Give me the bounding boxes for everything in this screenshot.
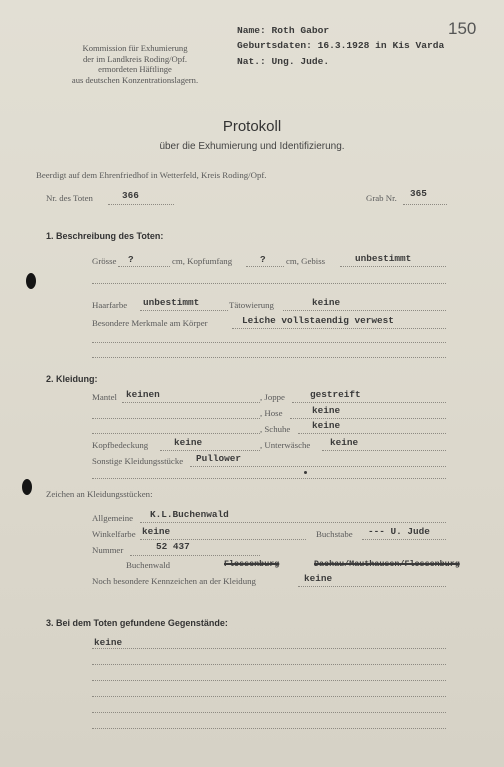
page-title: Protokoll [222, 118, 282, 135]
haarfarbe-value: unbestimmt [143, 297, 200, 308]
section-3-heading: 3. Bei dem Toten gefundene Gegenstände: [46, 618, 228, 628]
organization-line: aus deutschen Konzentrationslagern. [71, 74, 199, 85]
kopfumfang-value: ? [260, 254, 266, 265]
mantel-label: Mantel [92, 392, 117, 402]
buchstabe-label: Buchstabe [316, 529, 353, 539]
punch-hole [22, 479, 32, 495]
cm-gebiss-label: cm, Gebiss [286, 256, 326, 266]
section-2-heading: 2. Kleidung: [46, 374, 98, 384]
joppe-value: gestreift [310, 389, 361, 400]
groesse-value: ? [128, 254, 134, 265]
gegenstaende-value: keine [94, 637, 123, 648]
page-subtitle: über die Exhumierung und Identifizierung. [159, 141, 345, 152]
taetowierung-label: Tätowierung [229, 300, 274, 310]
hose-value: keine [312, 405, 341, 416]
nummer-value: 52 437 [156, 541, 190, 552]
burial-text: Beerdigt auf dem Ehrenfriedhof in Wetterfeld, Kreis Roding/Opf. [36, 170, 267, 180]
sonstige-value: Pullower [196, 453, 242, 464]
header-birth: Geburtsdaten: 16.3.1928 in Kis Varda [237, 40, 445, 51]
merkmale-label: Besondere Merkmale am Körper [92, 318, 208, 328]
organization-line: ermordeten Häftlinge [98, 64, 172, 74]
organization-block [40, 43, 230, 85]
buchstabe-value: --- U. Jude [368, 526, 430, 537]
header-name: Name: Roth Gabor [237, 25, 330, 36]
schuhe-label: , Schuhe [260, 424, 291, 434]
groesse-label: Grösse [92, 256, 117, 266]
dachau-struck: Dachau/Mauthausen/Flossenburg [314, 559, 460, 569]
organization-line: Kommission für Exhumierung [82, 43, 188, 53]
section-1-heading: 1. Beschreibung des Toten: [46, 231, 164, 241]
kopfbedeckung-value: keine [174, 437, 203, 448]
mantel-value: keinen [126, 389, 160, 400]
sonstige-label: Sonstige Kleidungsstücke [92, 456, 184, 466]
kennzeichen-value: keine [304, 573, 333, 584]
grab-label: Grab Nr. [366, 193, 397, 203]
unterwaesche-label: , Unterwäsche [260, 440, 311, 450]
winkelfarbe-label: Winkelfarbe [92, 529, 136, 539]
taetowierung-value: keine [312, 297, 341, 308]
hose-label: , Hose [260, 408, 283, 418]
flossenburg-struck: Flossenburg [224, 559, 280, 569]
page-number: 150 [448, 19, 477, 38]
schuhe-value: keine [312, 420, 341, 431]
punch-hole [26, 273, 36, 289]
ink-dot [304, 471, 307, 474]
header-nationality: Nat.: Ung. Jude. [237, 56, 330, 67]
kopfbedeckung-label: Kopfbedeckung [92, 440, 149, 450]
merkmale-value: Leiche vollstaendig verwest [242, 315, 394, 326]
zeichen-label: Zeichen an Kleidungsstücken: [46, 489, 153, 499]
unterwaesche-value: keine [330, 437, 359, 448]
kennzeichen-label: Noch besondere Kennzeichen an der Kleidung [92, 576, 256, 586]
cm-kopfumfang-label: cm, Kopfumfang [172, 256, 233, 266]
allgemeine-label: Allgemeine [92, 513, 134, 523]
winkelfarbe-value: keine [142, 526, 171, 537]
nr-label: Nr. des Toten [46, 193, 93, 203]
nummer-label: Nummer [92, 545, 124, 555]
haarfarbe-label: Haarfarbe [92, 300, 128, 310]
organization-line: der im Landkreis Roding/Opf. [82, 53, 188, 64]
buchenwald-label: Buchenwald [126, 560, 170, 570]
gebiss-value: unbestimmt [355, 253, 412, 264]
joppe-label: , Joppe [260, 392, 285, 402]
nr-value: 366 [122, 190, 139, 201]
allgemeine-value: K.L.Buchenwald [150, 509, 229, 520]
grab-value: 365 [410, 188, 427, 199]
